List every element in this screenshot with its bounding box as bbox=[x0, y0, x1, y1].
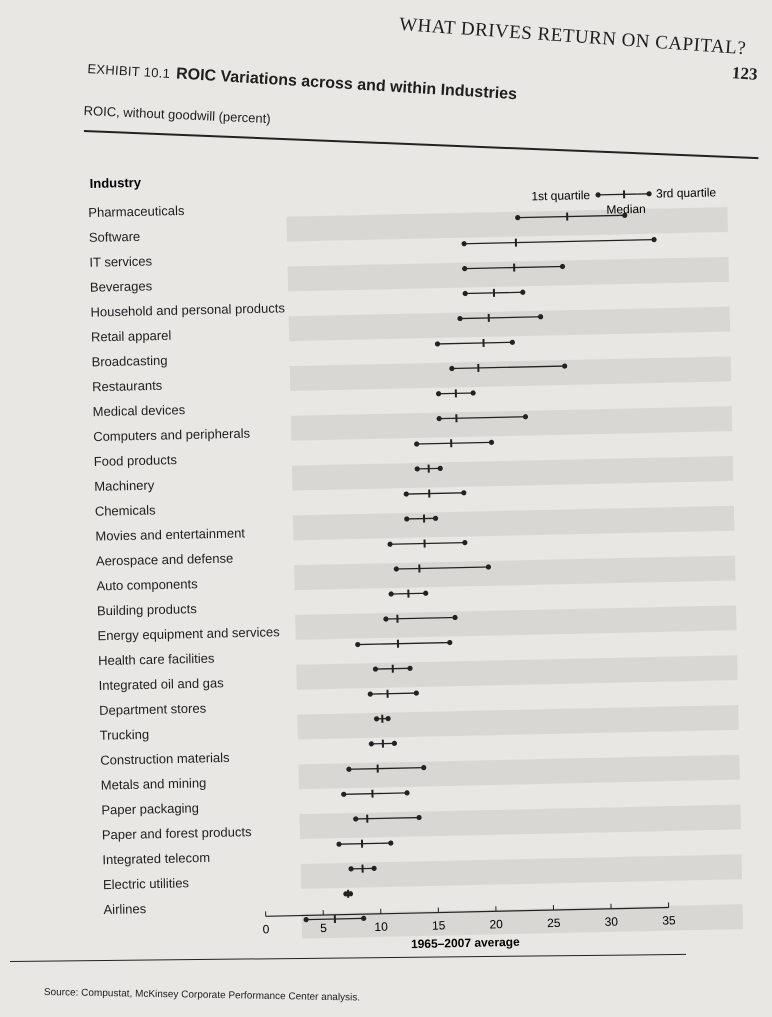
industry-label: Department stores bbox=[99, 700, 207, 718]
median-tick bbox=[347, 890, 349, 898]
median-tick bbox=[428, 490, 430, 498]
industry-label: Energy equipment and services bbox=[97, 624, 280, 644]
page-number: 123 bbox=[731, 63, 759, 84]
industry-label: Paper packaging bbox=[101, 800, 200, 818]
q1-dot bbox=[341, 792, 346, 797]
iqr-line bbox=[417, 442, 492, 444]
q3-dot bbox=[404, 790, 409, 795]
row-band bbox=[298, 755, 739, 790]
q1-dot bbox=[414, 441, 419, 446]
industry-label: Airlines bbox=[103, 901, 147, 918]
row-band bbox=[288, 257, 729, 292]
median-tick bbox=[386, 690, 388, 698]
industry-label: Health care facilities bbox=[97, 650, 215, 669]
median-tick bbox=[418, 564, 420, 572]
row-band bbox=[302, 904, 743, 939]
q1-dot bbox=[368, 691, 373, 696]
q3-dot bbox=[447, 640, 452, 645]
iqr-line bbox=[407, 518, 436, 519]
industry-label: Aerospace and defense bbox=[95, 550, 234, 569]
q3-dot bbox=[520, 290, 525, 295]
median-tick bbox=[397, 640, 399, 648]
industry-axis-label: Industry bbox=[89, 174, 142, 191]
row-band bbox=[291, 406, 732, 441]
industry-label: Building products bbox=[96, 601, 197, 619]
industry-label: Paper and forest products bbox=[101, 824, 252, 843]
industry-label: Broadcasting bbox=[91, 352, 168, 370]
row-band bbox=[294, 556, 735, 591]
running-head: WHAT DRIVES RETURN ON CAPITAL? bbox=[398, 14, 747, 60]
median-tick bbox=[455, 389, 457, 397]
industry-label: IT services bbox=[89, 253, 153, 270]
industry-label: Integrated telecom bbox=[102, 849, 211, 868]
median-tick bbox=[371, 790, 373, 798]
q3-dot bbox=[388, 840, 393, 845]
chart-subtitle: ROIC, without goodwill (percent) bbox=[83, 103, 271, 127]
median-tick bbox=[515, 239, 517, 247]
q1-dot bbox=[463, 291, 468, 296]
row-band bbox=[286, 207, 727, 242]
industry-labels bbox=[88, 201, 298, 917]
industry-label: Auto components bbox=[96, 576, 198, 594]
iqr-line bbox=[464, 240, 654, 244]
legend-median: Median bbox=[606, 201, 646, 217]
industry-label: Construction materials bbox=[100, 749, 230, 768]
x-tick-label: 35 bbox=[662, 913, 676, 928]
q3-dot bbox=[461, 490, 466, 495]
iqr-line bbox=[406, 493, 464, 494]
q1-dot bbox=[369, 741, 374, 746]
x-tick-label: 25 bbox=[546, 915, 561, 931]
row-band bbox=[293, 506, 734, 541]
x-tick-label: 5 bbox=[320, 920, 328, 936]
legend-q3: 3rd quartile bbox=[655, 185, 717, 201]
median-tick bbox=[477, 364, 479, 372]
median-tick bbox=[382, 740, 384, 748]
median-tick bbox=[482, 339, 484, 347]
industry-label: Integrated oil and gas bbox=[98, 675, 224, 694]
q1-dot bbox=[435, 341, 440, 346]
q1-dot bbox=[388, 591, 393, 596]
iqr-line bbox=[358, 643, 450, 645]
industry-label: Restaurants bbox=[91, 377, 163, 395]
iqr-line bbox=[339, 843, 391, 844]
industry-label: Software bbox=[88, 228, 141, 245]
median-tick bbox=[361, 865, 363, 873]
industry-label: Computers and peripherals bbox=[93, 425, 251, 445]
row-band bbox=[296, 655, 737, 690]
q1-dot bbox=[355, 642, 360, 647]
q1-dot bbox=[387, 542, 392, 547]
median-tick bbox=[423, 515, 425, 523]
industry-label: Trucking bbox=[99, 726, 150, 743]
industry-label: Food products bbox=[93, 452, 178, 469]
median-tick bbox=[424, 539, 426, 547]
exhibit-label: EXHIBIT 10.1 bbox=[87, 60, 171, 82]
median-tick bbox=[450, 439, 452, 447]
industry-label: Movies and entertainment bbox=[95, 525, 246, 544]
q3-dot bbox=[489, 440, 494, 445]
q3-dot bbox=[414, 690, 419, 695]
median-tick bbox=[334, 915, 336, 923]
q3-dot bbox=[423, 591, 428, 596]
row-band bbox=[301, 854, 742, 889]
iqr-line bbox=[438, 342, 513, 344]
median-tick bbox=[455, 414, 457, 422]
q3-dot bbox=[392, 741, 397, 746]
x-tick-label: 10 bbox=[374, 919, 388, 934]
q1-dot bbox=[404, 491, 409, 496]
row-band bbox=[297, 705, 738, 740]
row-band bbox=[290, 356, 731, 391]
industry-label: Machinery bbox=[94, 477, 155, 494]
industry-label: Household and personal products bbox=[90, 300, 286, 320]
iqr-line bbox=[344, 793, 407, 794]
industry-label: Electric utilities bbox=[102, 875, 190, 893]
row-band bbox=[289, 307, 730, 342]
q3-dot bbox=[462, 540, 467, 545]
exhibit-title: ROIC Variations across and within Industries bbox=[175, 65, 518, 104]
q1-dot bbox=[461, 241, 466, 246]
x-tick-label: 15 bbox=[431, 918, 446, 933]
median-tick bbox=[381, 715, 383, 723]
source-note: Source: Compustat, McKinsey Corporate Performance Center analysis. bbox=[43, 987, 361, 1004]
industry-label: Beverages bbox=[89, 278, 153, 295]
x-tick-label: 0 bbox=[262, 922, 270, 937]
q1-dot bbox=[336, 842, 341, 847]
q3-dot bbox=[651, 237, 656, 242]
legend-q1: 1st quartile bbox=[531, 188, 591, 204]
median-tick bbox=[513, 264, 515, 272]
x-tick-label: 30 bbox=[604, 914, 619, 929]
row-band bbox=[292, 456, 733, 491]
median-tick bbox=[366, 815, 368, 823]
q1-dot bbox=[436, 391, 441, 396]
median-tick bbox=[396, 615, 398, 623]
median-tick bbox=[392, 665, 394, 673]
q3-dot bbox=[470, 390, 475, 395]
median-tick bbox=[361, 840, 363, 848]
median-tick bbox=[428, 465, 430, 473]
row-band bbox=[295, 605, 736, 640]
industry-label: Retail apparel bbox=[90, 327, 172, 345]
iqr-line bbox=[370, 693, 416, 694]
row-band bbox=[300, 805, 741, 840]
median-tick bbox=[488, 314, 490, 322]
iqr-line bbox=[390, 543, 465, 545]
x-axis-label: 1965–2007 average bbox=[410, 934, 520, 952]
median-tick bbox=[407, 590, 409, 598]
median-tick bbox=[566, 213, 568, 221]
q3-dot bbox=[510, 340, 515, 345]
industry-label: Medical devices bbox=[92, 402, 186, 420]
median-tick bbox=[377, 765, 379, 773]
industry-label: Pharmaceuticals bbox=[88, 202, 185, 221]
median-tick bbox=[493, 289, 495, 297]
x-tick-label: 20 bbox=[489, 917, 504, 932]
industry-label: Metals and mining bbox=[100, 775, 207, 793]
industry-label: Chemicals bbox=[94, 502, 156, 519]
